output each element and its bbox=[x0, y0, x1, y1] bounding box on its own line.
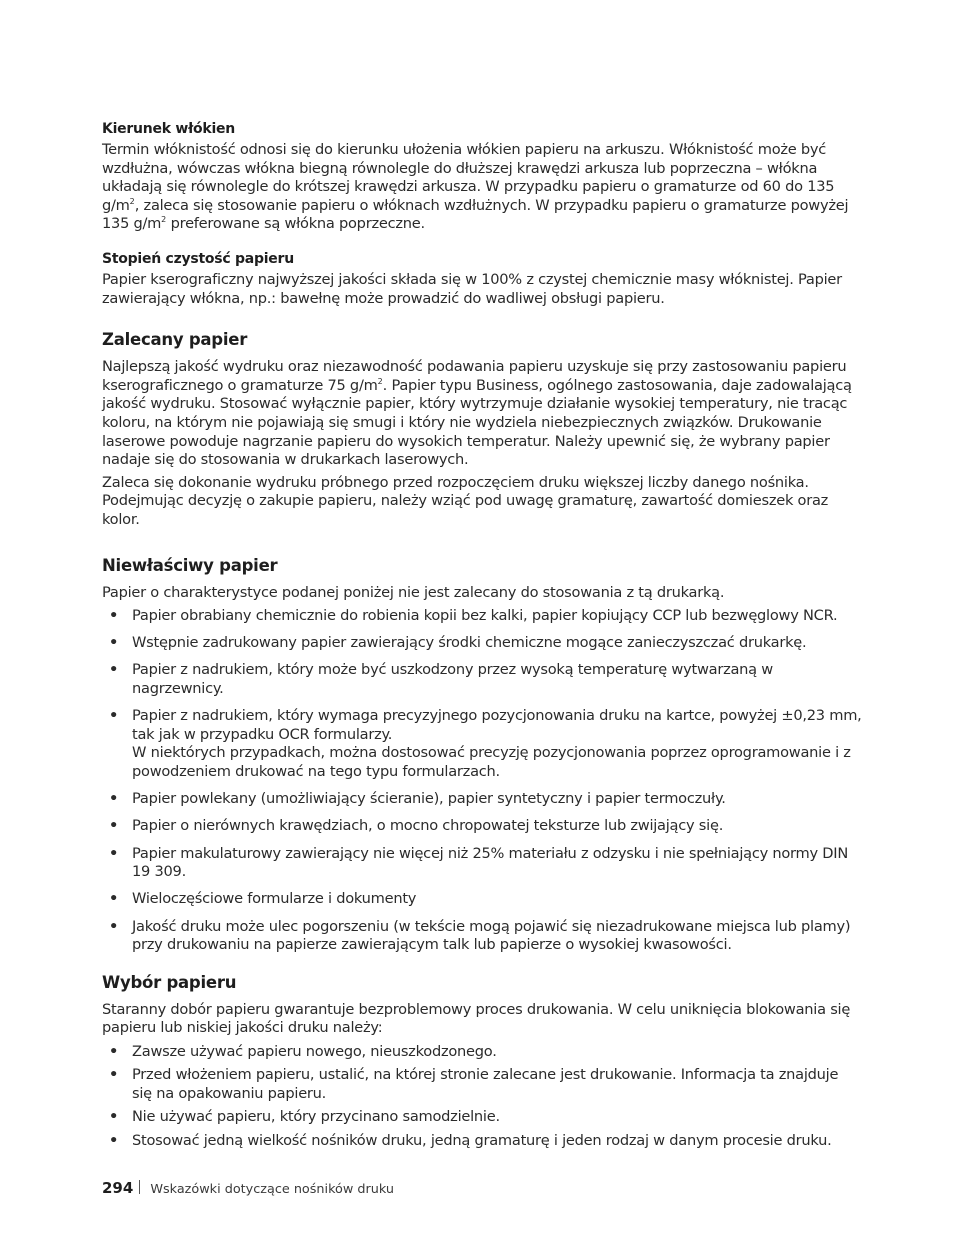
list-item: • Papier o nierównych krawędziach, o mocno chropowatej teksturze lub zwijający się. bbox=[109, 817, 724, 835]
footer-divider bbox=[139, 1180, 140, 1194]
grain-text-1: Termin włóknistość odnosi się do kierunku ułożenia włókien papieru na arkuszu. Włóknistość może być wzdłużna, wówczas włókna biegną równolegle do dłuższej krawędzi arkusza lub poprzeczna – włókna układają się równolegle do krótszej krawędzi arkusza. W przypadku papieru o gramaturze od 60 do 135 g/m bbox=[102, 141, 835, 214]
bullet-icon: • bbox=[109, 607, 119, 625]
recommended-superscript: 2 bbox=[377, 376, 383, 386]
grain-paragraph bbox=[102, 141, 862, 234]
list-item: • Stosować jedną wielkość nośników druku, jedną gramaturę i jeden rodzaj w danym procesie druku. bbox=[109, 1131, 832, 1149]
list-item: • Wieloczęściowe formularze i dokumenty bbox=[109, 890, 417, 908]
list-item: • Papier makulaturowy zawierający nie więcej niż 25% materiału z odzysku i nie spełniający normy DIN 19 309. bbox=[109, 844, 848, 881]
selection-intro: Staranny dobór papieru gwarantuje bezproblemowy proces drukowania. W celu uniknięcia blokowania się papieru lub niskiej jakości druku należy: bbox=[102, 1000, 851, 1037]
recommended-paragraph-2: Zaleca się dokonanie wydruku próbnego przed rozpoczęciem druku większej liczby danego nośnika. Podejmując decyzję o zakupie papieru, należy wziąć pod uwagę gramaturę, zawartość domieszek oraz kolor. bbox=[102, 473, 829, 528]
list-item: • Przed włożeniem papieru, ustalić, na której stronie zalecane jest drukowanie. Informacja ta znajduje się na opakowaniu papieru. bbox=[109, 1066, 839, 1102]
list-item: • Papier z nadrukiem, który wymaga precyzyjnego pozycjonowania druku na kartce, powyżej ±0,23 mm, tak jak w przypadku OCR formularzy. W niektórych przypadkach, można dostosować precyzję pozycjonowania poprzez oprogramowanie i z powodzeniem drukować na tego typu formularzach. bbox=[109, 707, 862, 781]
recommended-text-1a: Najlepszą jakość wydruku oraz niezawodność podawania papieru uzyskuje się przy zastosowaniu papieru kserograficznego o gramaturze 75 g/m bbox=[102, 358, 847, 394]
chapter-title: Wskazówki dotyczące nośników druku bbox=[150, 1182, 395, 1197]
bullet-icon: • bbox=[109, 844, 119, 862]
list-item: • Papier powlekany (umożliwiający ścieranie), papier syntetyczny i papier termoczuły. bbox=[109, 790, 726, 808]
recommended-text-1b: . Papier typu Business, ogólnego zastosowania, daje zadowalającą jakość wydruku. Stosować wyłącznie papier, który wytrzymuje działanie wysokiej temperatury, nie tracąc koloru, na którym nie pojawiają się smugi i który nie wydziela niebezpiecznych związków. Drukowanie laserowe powoduje nagrzanie papieru do wysokich temperatur. Należy upewnić się, że wybrany papier nadaje się do stosowania w drukarkach laserowych. bbox=[102, 376, 852, 469]
page-footer bbox=[102, 1179, 394, 1199]
section-heading-recommended: Zalecany papier bbox=[102, 330, 248, 350]
grain-text-2: , zaleca się stosowanie papieru o włóknach wzdłużnych. W przypadku papieru o gramaturze powyżej 135 g/m bbox=[102, 196, 849, 233]
bullet-icon: • bbox=[109, 1042, 119, 1060]
grain-superscript-2: 2 bbox=[161, 215, 167, 225]
purity-paragraph: Papier kserograficzny najwyższej jakości składa się w 100% z czystej chemicznie masy włóknistej. Papier zawierający włókna, np.: bawełnę może prowadzić do wadliwej obsługi papieru. bbox=[102, 270, 842, 307]
selection-list bbox=[102, 1043, 862, 1150]
list-item: • Jakość druku może ulec pogorszeniu (w tekście mogą pojawić się niezadrukowane miejsca lub plamy) przy drukowaniu na papierze zawierającym talk lub papierze o wysokiej kwasowości. bbox=[109, 917, 851, 954]
bullet-icon: • bbox=[109, 661, 119, 679]
list-item: • Papier z nadrukiem, który może być uszkodzony przez wysoką temperaturę wytwarzaną w nagrzewnicy. bbox=[109, 661, 773, 698]
bullet-icon: • bbox=[109, 817, 119, 835]
bullet-icon: • bbox=[109, 1131, 119, 1149]
section-heading-purity: Stopień czystość papieru bbox=[102, 250, 294, 267]
bullet-icon: • bbox=[109, 634, 119, 652]
grain-text-3: preferowane są włókna poprzeczne. bbox=[166, 215, 425, 233]
section-heading-selection: Wybór papieru bbox=[102, 972, 237, 992]
list-item: • Papier obrabiany chemicznie do robienia kopii bez kalki, papier kopiujący CCP lub bezwęglowy NCR. bbox=[109, 607, 838, 625]
page-number: 294 bbox=[102, 1179, 134, 1197]
section-heading-unsuitable: Niewłaściwy papier bbox=[102, 555, 278, 575]
bullet-icon: • bbox=[109, 917, 119, 935]
unsuitable-list bbox=[102, 607, 862, 955]
bullet-icon: • bbox=[109, 707, 119, 725]
section-heading-grain: Kierunek włókien bbox=[102, 121, 235, 137]
bullet-icon: • bbox=[109, 1066, 119, 1084]
document-body bbox=[102, 120, 862, 1155]
bullet-icon: • bbox=[109, 790, 119, 808]
recommended-paragraph-1 bbox=[102, 358, 862, 470]
list-item: • Nie używać papieru, który przycinano samodzielnie. bbox=[109, 1108, 500, 1126]
list-item-extra: W niektórych przypadkach, można dostosować precyzję pozycjonowania poprzez oprogramowanie i z powodzeniem drukować na tego typu formularzach. bbox=[132, 744, 851, 781]
bullet-icon: • bbox=[109, 890, 119, 908]
list-item: • Wstępnie zadrukowany papier zawierający środki chemiczne mogące zanieczyszczać drukarkę. bbox=[109, 634, 807, 652]
list-item: • Zawsze używać papieru nowego, nieuszkodzonego. bbox=[109, 1042, 497, 1060]
bullet-icon: • bbox=[109, 1108, 119, 1126]
grain-superscript-1: 2 bbox=[129, 196, 135, 206]
unsuitable-intro: Papier o charakterystyce podanej poniżej nie jest zalecany do stosowania z tą drukarką. bbox=[102, 583, 725, 601]
